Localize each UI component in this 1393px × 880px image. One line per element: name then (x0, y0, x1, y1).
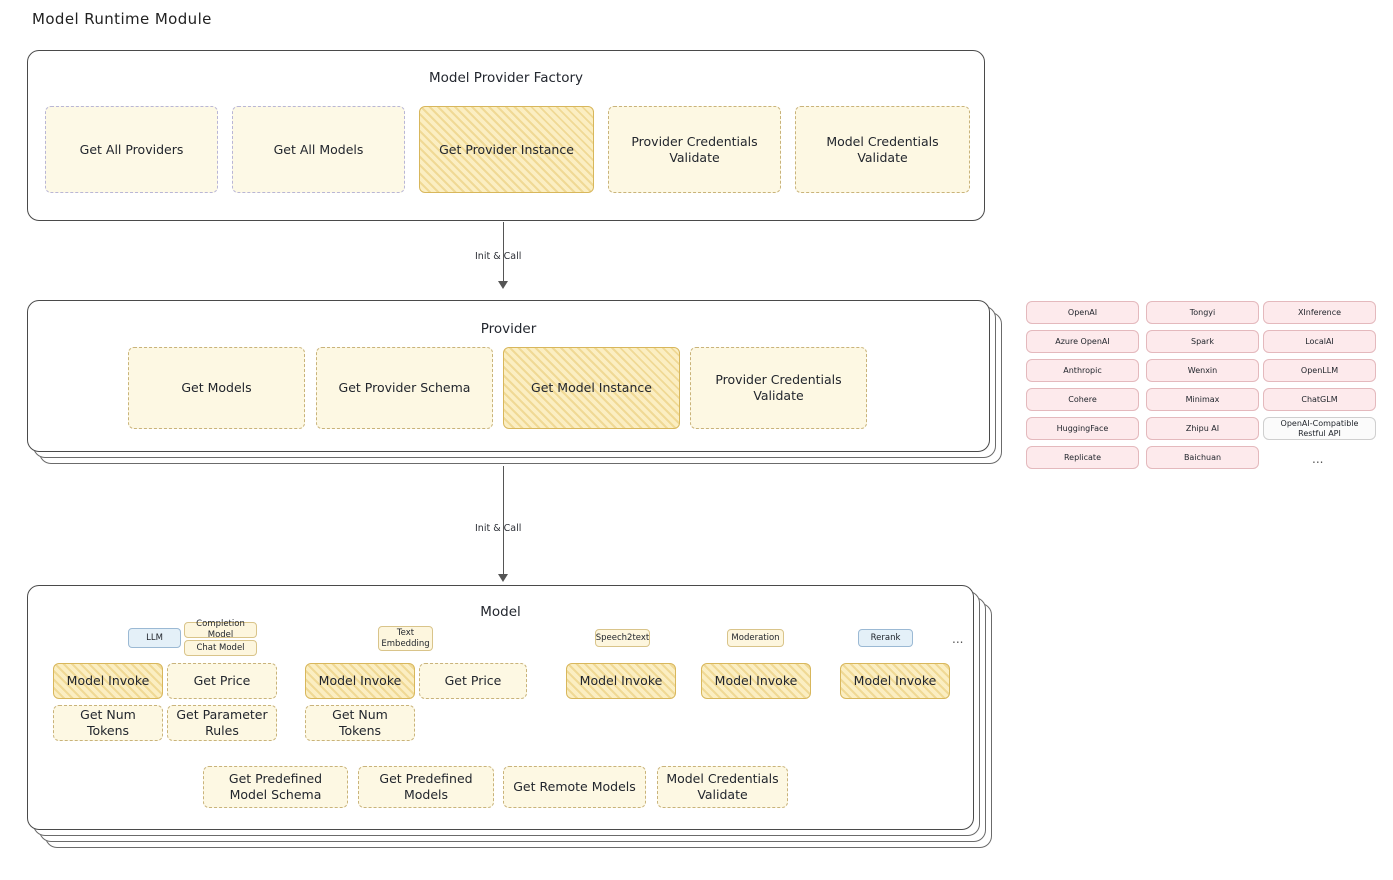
provider-list-item-localai[interactable]: LocalAI (1263, 330, 1376, 353)
model-op-speech2text-model-invoke[interactable]: Model Invoke (566, 663, 676, 699)
factory-node-get-all-providers[interactable]: Get All Providers (45, 106, 218, 193)
model-type-chat-model[interactable]: Chat Model (184, 640, 257, 656)
provider-list-item-baichuan[interactable]: Baichuan (1146, 446, 1259, 469)
provider-title: Provider (480, 321, 537, 337)
provider-node-provider-credentials-validate[interactable]: Provider Credentials Validate (690, 347, 867, 429)
arrow-factory-to-provider-head (498, 281, 508, 289)
provider-list-item-tongyi[interactable]: Tongyi (1146, 301, 1259, 324)
arrow-provider-to-model (503, 466, 504, 576)
model-op-moderation-model-invoke[interactable]: Model Invoke (701, 663, 811, 699)
model-shared-op-model-credentials-validate[interactable]: Model Credentials Validate (657, 766, 788, 808)
provider-list-item-minimax[interactable]: Minimax (1146, 388, 1259, 411)
model-type-moderation[interactable]: Moderation (727, 629, 784, 647)
provider-list-item-zhipuai[interactable]: Zhipu AI (1146, 417, 1259, 440)
factory-node-get-provider-instance[interactable]: Get Provider Instance (419, 106, 594, 193)
page-title: Model Runtime Module (32, 10, 212, 28)
arrow-factory-to-provider-label: Init & Call (475, 251, 522, 262)
model-op-embedding-model-invoke[interactable]: Model Invoke (305, 663, 415, 699)
factory-node-provider-credentials-validate[interactable]: Provider Credentials Validate (608, 106, 781, 193)
provider-list-item-huggingface[interactable]: HuggingFace (1026, 417, 1139, 440)
provider-list-ellipsis: ... (1312, 452, 1324, 466)
model-type-completion-model[interactable]: Completion Model (184, 622, 257, 638)
factory-node-model-credentials-validate[interactable]: Model Credentials Validate (795, 106, 970, 193)
model-types-ellipsis: ... (952, 632, 964, 646)
model-op-embedding-get-num-tokens[interactable]: Get Num Tokens (305, 705, 415, 741)
model-type-llm[interactable]: LLM (128, 628, 181, 648)
provider-node-get-models[interactable]: Get Models (128, 347, 305, 429)
model-op-llm-get-price[interactable]: Get Price (167, 663, 277, 699)
arrow-provider-to-model-label: Init & Call (475, 523, 522, 534)
model-op-llm-get-parameter-rules[interactable]: Get Parameter Rules (167, 705, 277, 741)
provider-list-item-chatglm[interactable]: ChatGLM (1263, 388, 1376, 411)
provider-list-item-azure-openai[interactable]: Azure OpenAI (1026, 330, 1139, 353)
provider-list-item-cohere[interactable]: Cohere (1026, 388, 1139, 411)
provider-list-item-openllm[interactable]: OpenLLM (1263, 359, 1376, 382)
model-type-text-embedding[interactable]: Text Embedding (378, 626, 433, 651)
model-op-llm-get-num-tokens[interactable]: Get Num Tokens (53, 705, 163, 741)
provider-node-get-model-instance[interactable]: Get Model Instance (503, 347, 680, 429)
model-type-speech2text[interactable]: Speech2text (595, 629, 650, 647)
model-op-rerank-model-invoke[interactable]: Model Invoke (840, 663, 950, 699)
provider-list-item-openai[interactable]: OpenAI (1026, 301, 1139, 324)
provider-list-item-spark[interactable]: Spark (1146, 330, 1259, 353)
model-shared-op-get-predefined-model-schema[interactable]: Get Predefined Model Schema (203, 766, 348, 808)
model-shared-op-get-predefined-models[interactable]: Get Predefined Models (358, 766, 494, 808)
model-title: Model (480, 604, 521, 620)
model-op-embedding-get-price[interactable]: Get Price (419, 663, 527, 699)
factory-node-get-all-models[interactable]: Get All Models (232, 106, 405, 193)
provider-node-get-provider-schema[interactable]: Get Provider Schema (316, 347, 493, 429)
provider-list-item-replicate[interactable]: Replicate (1026, 446, 1139, 469)
provider-list-item-xinference[interactable]: XInference (1263, 301, 1376, 324)
model-provider-factory-title: Model Provider Factory (428, 70, 583, 86)
model-shared-op-get-remote-models[interactable]: Get Remote Models (503, 766, 646, 808)
provider-list-item-openai-compatible[interactable]: OpenAI-Compatible Restful API (1263, 417, 1376, 440)
provider-list-item-wenxin[interactable]: Wenxin (1146, 359, 1259, 382)
arrow-provider-to-model-head (498, 574, 508, 582)
provider-list-item-anthropic[interactable]: Anthropic (1026, 359, 1139, 382)
model-type-rerank[interactable]: Rerank (858, 629, 913, 647)
model-op-llm-model-invoke[interactable]: Model Invoke (53, 663, 163, 699)
